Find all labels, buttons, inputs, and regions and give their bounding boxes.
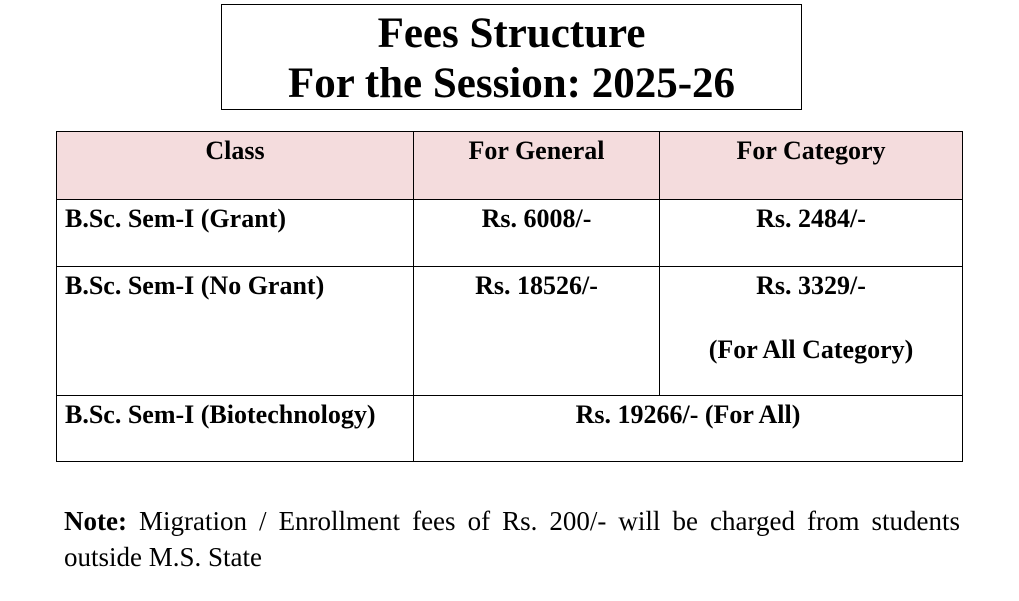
cell-category-fee [660, 267, 963, 396]
title-line-2: For the Session: 2025-26 [287, 60, 736, 107]
table-row [57, 267, 963, 396]
fees-table [56, 131, 963, 462]
cell-class: B.Sc. Sem-I (No Grant) [57, 267, 414, 396]
cell-class: B.Sc. Sem-I (Grant) [57, 200, 414, 267]
cell-class: B.Sc. Sem-I (Biotechnology) [57, 396, 414, 462]
cell-category-fee: Rs. 2484/- [660, 200, 963, 267]
cell-combined-fee: Rs. 19266/- (For All) [414, 396, 963, 462]
fee-note [64, 503, 960, 575]
table-row [57, 396, 963, 462]
table-row [57, 200, 963, 267]
note-label: Note: [64, 506, 127, 536]
cell-general-fee: Rs. 18526/- [414, 267, 660, 396]
table-header-row [57, 132, 963, 200]
page-title [221, 4, 802, 110]
cell-general-fee: Rs. 6008/- [414, 200, 660, 267]
category-fee-note: (For All Category) [708, 335, 914, 364]
category-fee-value: Rs. 3329/- [756, 271, 866, 300]
header-category: For Category [660, 132, 963, 200]
header-general: For General [414, 132, 660, 200]
title-line-1: Fees Structure [377, 10, 646, 57]
header-class: Class [57, 132, 414, 200]
note-text: Migration / Enrollment fees of Rs. 200/- will be charged from students outside M.S. State [64, 506, 960, 572]
